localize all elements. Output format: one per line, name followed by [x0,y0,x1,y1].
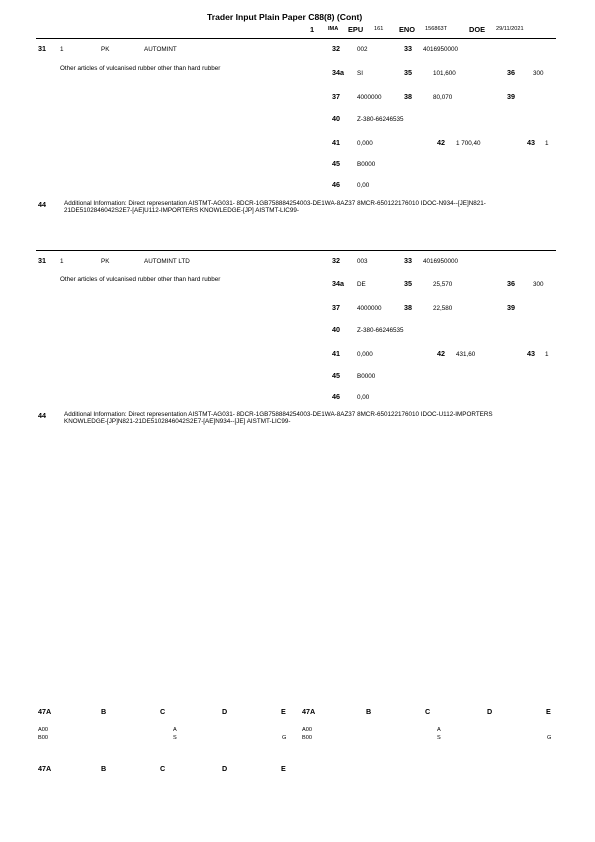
col-d-label: D [222,764,228,773]
box46-label: 46 [332,392,340,401]
box40-label: 40 [332,325,340,334]
adjustment: B0000 [357,161,376,168]
commodity-code: 4016950000 [423,258,459,265]
col-c-label: C [160,764,166,773]
box39-label: 39 [507,303,515,312]
col-e-label: E [281,764,286,773]
previous-document: Z-380-66246535 [357,327,404,334]
box31-label: 31 [38,256,46,265]
tax-method-b: S [173,735,177,741]
col-c-label: C [425,707,431,716]
supplementary-units: 0,000 [357,351,373,358]
statistical-value: 0,00 [357,182,370,189]
supplementary-units: 0,000 [357,140,373,147]
box41-label: 41 [332,349,340,358]
box33-label: 33 [404,44,412,53]
tax-method-a: A [437,727,441,733]
goods-description: Other articles of vulcanised rubber other than hard rubber [60,65,221,72]
tax-type-a: A00 [38,727,48,733]
tax-method-a: A [173,727,177,733]
box47a-label: 47A [38,707,52,716]
additional-information: Additional Information: Direct representation AISTMT-AG031- 8DCR-1GB758884254003-DE1WA-8AZ37 8MCR-650122176010 IDOC-U112-IMPORTERS KNOWLEDGE-[JP]N821-21DE5102846042S2E7-[AE]N934--[JE] AISTMT-LIC99- [64,411,493,425]
net-mass: 80,070 [433,94,453,101]
adjustment: B0000 [357,373,376,380]
box33-label: 33 [404,256,412,265]
commodity-code: 4016950000 [423,46,459,53]
preference: 300 [533,281,544,288]
package-kind: PK [101,46,110,53]
box39-label: 39 [507,92,515,101]
gross-mass: 25,570 [433,281,453,288]
box42-label: 42 [437,138,445,147]
box40-label: 40 [332,114,340,123]
valuation-method: 1 [545,140,549,147]
epu-label: EPU [348,25,364,34]
tax-method-b: S [437,735,441,741]
eno-value: 156863T [425,26,448,32]
item-price: 431,60 [456,351,476,358]
gross-mass: 101,600 [433,70,456,77]
box34a-label: 34a [332,68,344,77]
col-e-label: E [546,707,551,716]
procedure-code: 4000000 [357,94,382,101]
box47a-label: 47A [302,707,316,716]
goods-description: Other articles of vulcanised rubber other than hard rubber [60,276,221,283]
box43-label: 43 [527,349,535,358]
tax-type-b: B00 [38,735,48,741]
box38-label: 38 [404,92,412,101]
box37-label: 37 [332,92,340,101]
tax-mop-b: G [547,735,552,741]
eno-label: ENO [399,25,416,34]
box37-label: 37 [332,303,340,312]
col-d-label: D [487,707,493,716]
country-of-origin: SI [357,70,363,77]
box31-label: 31 [38,44,46,53]
item-price: 1 700,40 [456,140,481,147]
box34a-label: 34a [332,279,344,288]
item-sequence: 002 [357,46,368,53]
box44-label: 44 [38,411,46,420]
box35-label: 35 [404,68,412,77]
additional-information: Additional Information: Direct representation AISTMT-AG031- 8DCR-1GB758884254003-DE1WA-8AZ37 8MCR-650122176010 IDOC-N934--[JE]N821-21DE5102846042S2E7-[AE]U112-IMPORTERS KNOWLEDGE-[JP] AISTMT-LIC99- [64,200,486,214]
box32-label: 32 [332,256,340,265]
box32-label: 32 [332,44,340,53]
tax-type-b: B00 [302,735,312,741]
marks: AUTOMINT [144,46,177,53]
box46-label: 46 [332,180,340,189]
item-divider [36,250,556,251]
item-sequence: 003 [357,258,368,265]
net-mass: 22,580 [433,305,453,312]
header-divider [36,38,556,39]
col-b-label: B [101,764,107,773]
box36-label: 36 [507,68,515,77]
tax-type-a: A00 [302,727,312,733]
col-c-label: C [160,707,166,716]
box45-label: 45 [332,159,340,168]
box45-label: 45 [332,371,340,380]
package-kind: PK [101,258,110,265]
item-number: 1 [60,258,64,265]
box41-label: 41 [332,138,340,147]
ima-label: IMA [328,26,339,32]
country-of-origin: DE [357,281,366,288]
statistical-value: 0,00 [357,394,370,401]
doe-label: DOE [469,25,486,34]
item-number: 1 [60,46,64,53]
tax-mop-b: G [282,735,287,741]
marks: AUTOMINT LTD [144,258,190,265]
col-b-label: B [101,707,107,716]
procedure-code: 4000000 [357,305,382,312]
doe-value: 29/11/2021 [496,26,524,32]
previous-document: Z-380-66246535 [357,116,404,123]
box47a-label: 47A [38,764,52,773]
epu-value: 161 [374,26,384,32]
box42-label: 42 [437,349,445,358]
box43-label: 43 [527,138,535,147]
box36-label: 36 [507,279,515,288]
page-title: Trader Input Plain Paper C88(8) (Cont) [207,12,363,22]
box35-label: 35 [404,279,412,288]
page-number: 1 [310,25,315,34]
valuation-method: 1 [545,351,549,358]
col-b-label: B [366,707,372,716]
col-e-label: E [281,707,286,716]
preference: 300 [533,70,544,77]
col-d-label: D [222,707,228,716]
box38-label: 38 [404,303,412,312]
box44-label: 44 [38,200,46,209]
